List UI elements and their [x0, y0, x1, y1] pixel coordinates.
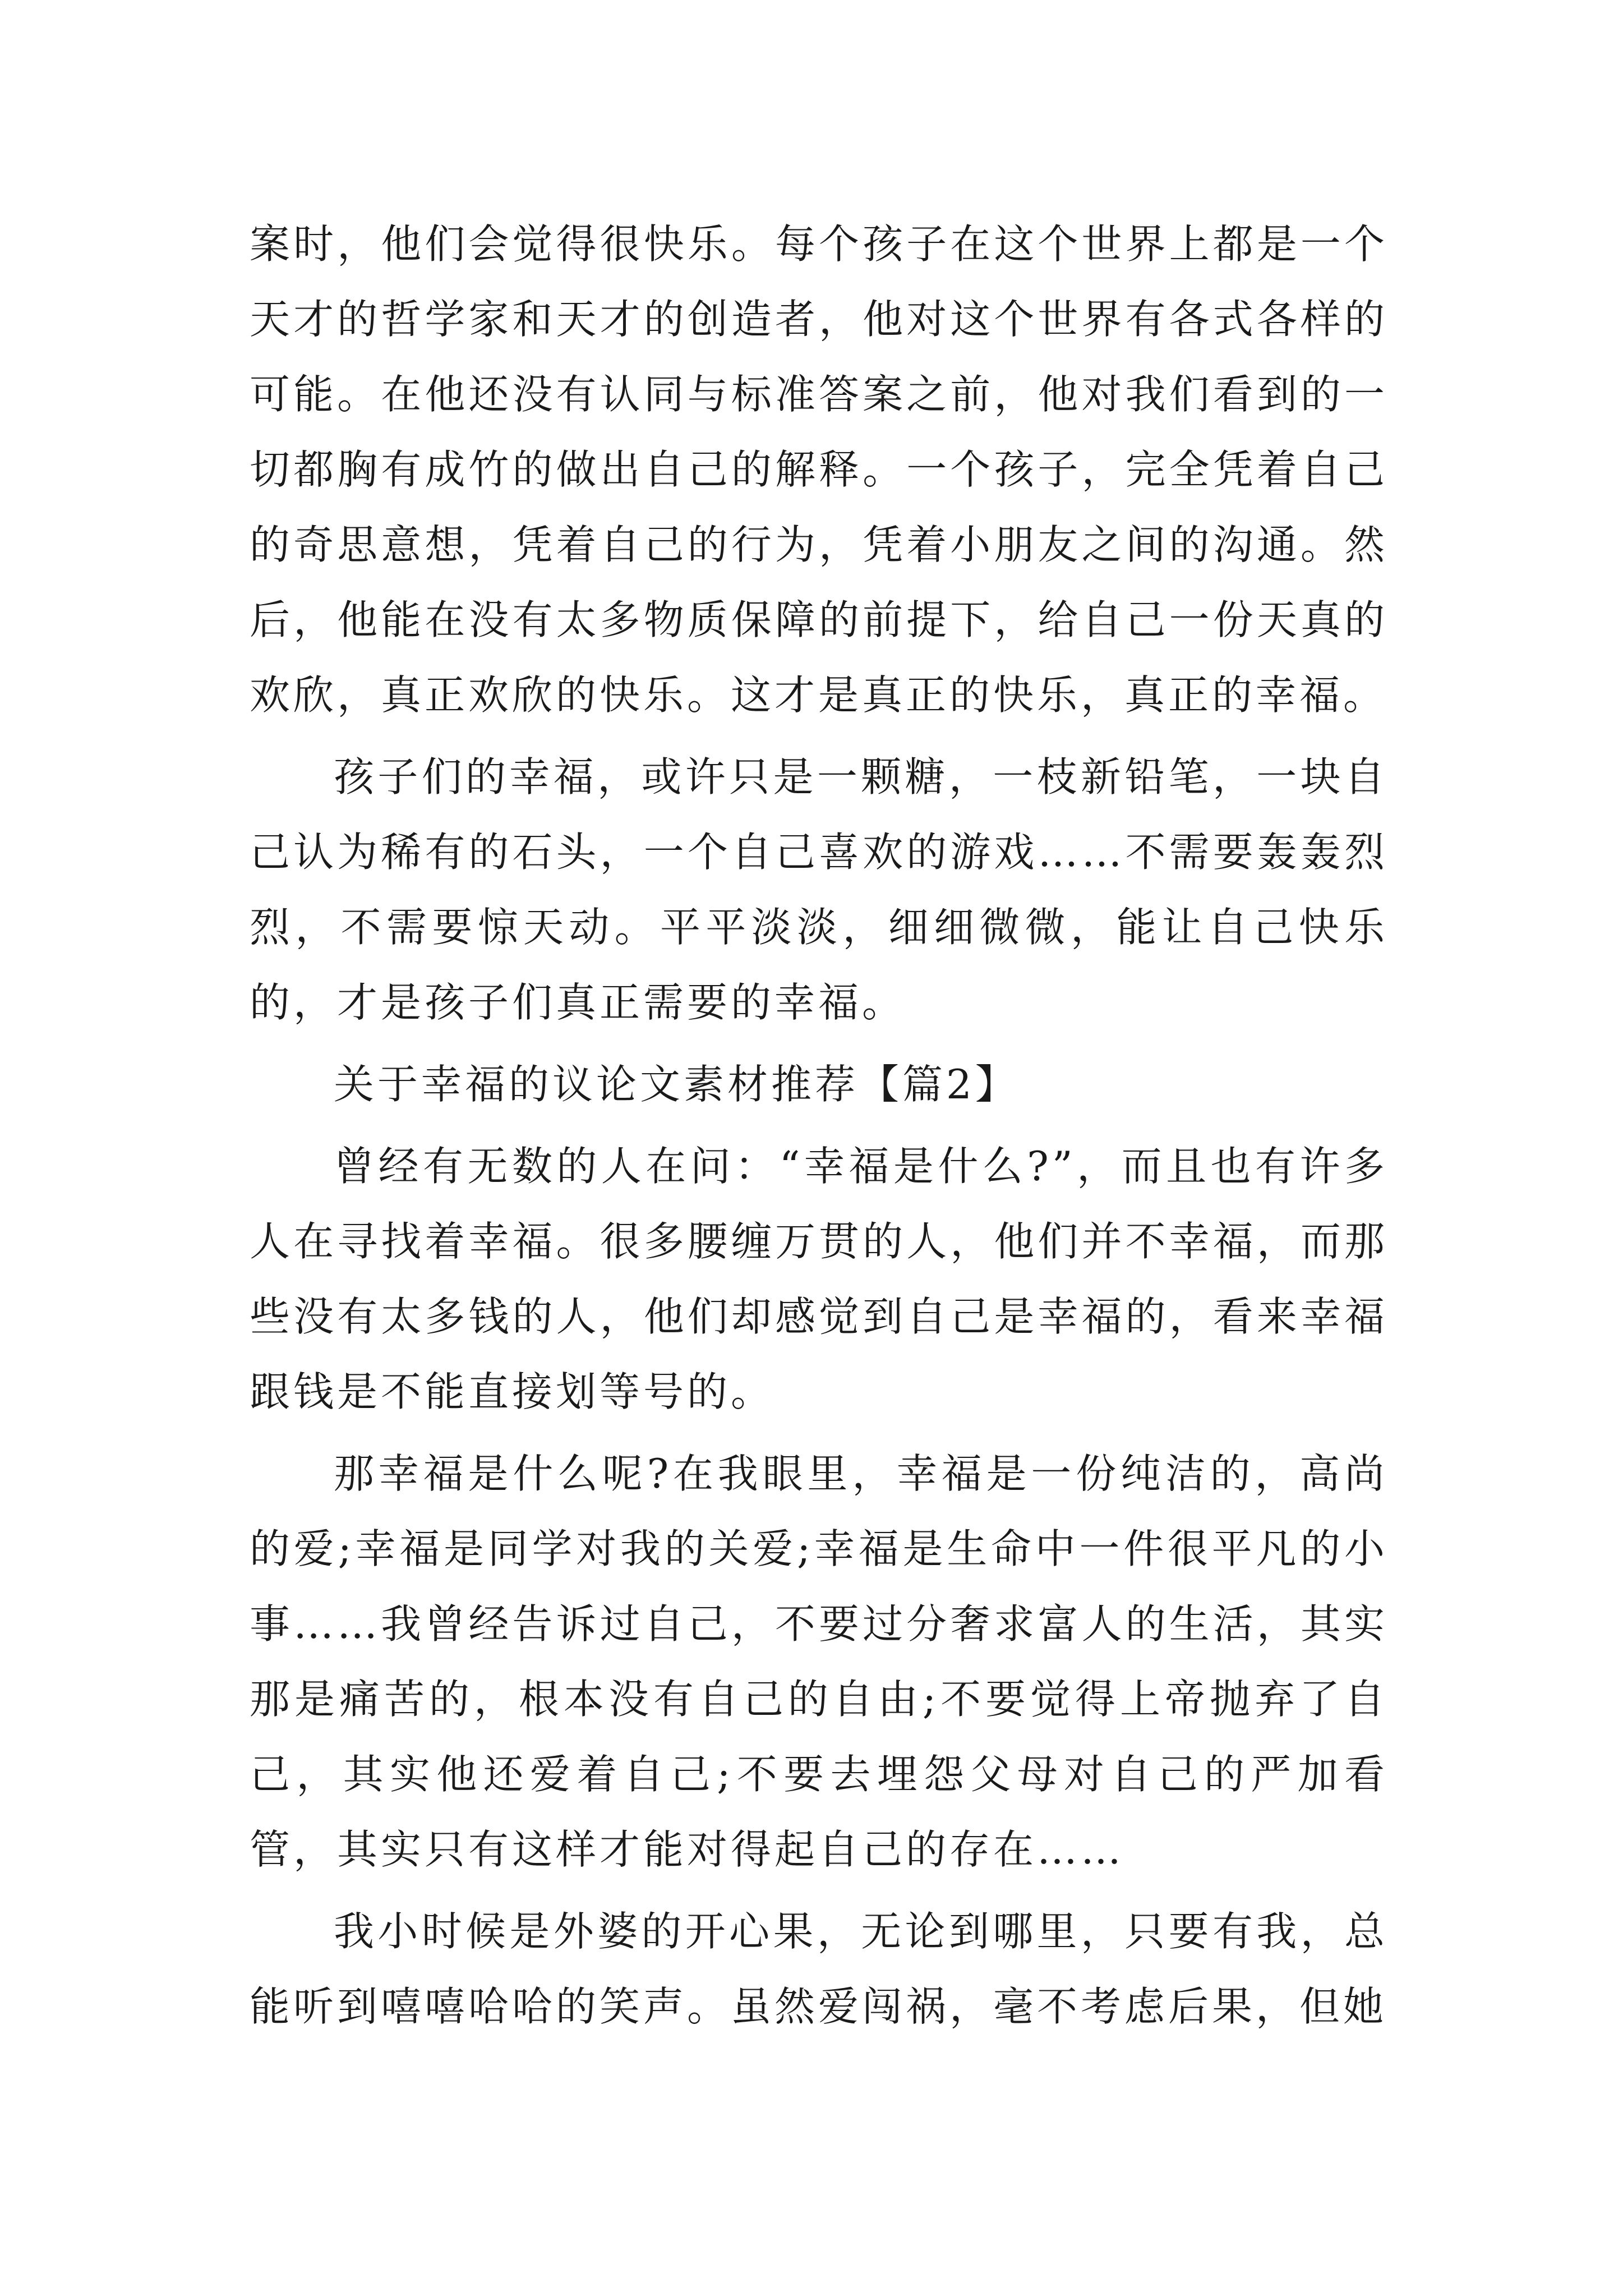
paragraph: 孩子们的幸福，或许只是一颗糖，一枝新铅笔，一块自己认为稀有的石头，一个自己喜欢的游戏……不需要轰轰烈烈，不需要惊天动。平平淡淡，细细微微，能让自己快乐的，才是孩子们真正需要的幸福。 [250, 753, 1388, 1026]
paragraph: 我小时候是外婆的开心果，无论到哪里，只要有我，总能听到嘻嘻哈哈的笑声。虽然爱闯祸，毫不考虑后果，但她 [250, 1908, 1388, 2030]
section-heading: 关于幸福的议论文素材推荐【篇2】 [334, 1061, 1019, 1108]
document-body [250, 206, 1388, 2044]
paragraph: 那幸福是什么呢?在我眼里，幸福是一份纯洁的，高尚的爱;幸福是同学对我的关爱;幸福是生命中一件很平凡的小事……我曾经告诉过自己，不要过分奢求富人的生活，其实那是痛苦的，根本没有自己的自由;不要觉得上帝抛弃了自己，其实他还爱着自己;不要去埋怨父母对自己的严加看管，其实只有这样才能对得起自己的存在…… [250, 1450, 1388, 1873]
paragraph-continued: 案时，他们会觉得很快乐。每个孩子在这个世界上都是一个天才的哲学家和天才的创造者，他对这个世界有各式各样的可能。在他还没有认同与标准答案之前，他对我们看到的一切都胸有成竹的做出自己的解释。一个孩子，完全凭着自己的奇思意想，凭着自己的行为，凭着小朋友之间的沟通。然后，他能在没有太多物质保障的前提下，给自己一份天真的欢欣，真正欢欣的快乐。这才是真正的快乐，真正的幸福。 [250, 220, 1388, 719]
paragraph: 曾经有无数的人在问：“幸福是什么?”，而且也有许多人在寻找着幸福。很多腰缠万贯的人，他们并不幸福，而那些没有太多钱的人，他们却感觉到自己是幸福的，看来幸福跟钱是不能直接划等号的。 [250, 1143, 1388, 1415]
